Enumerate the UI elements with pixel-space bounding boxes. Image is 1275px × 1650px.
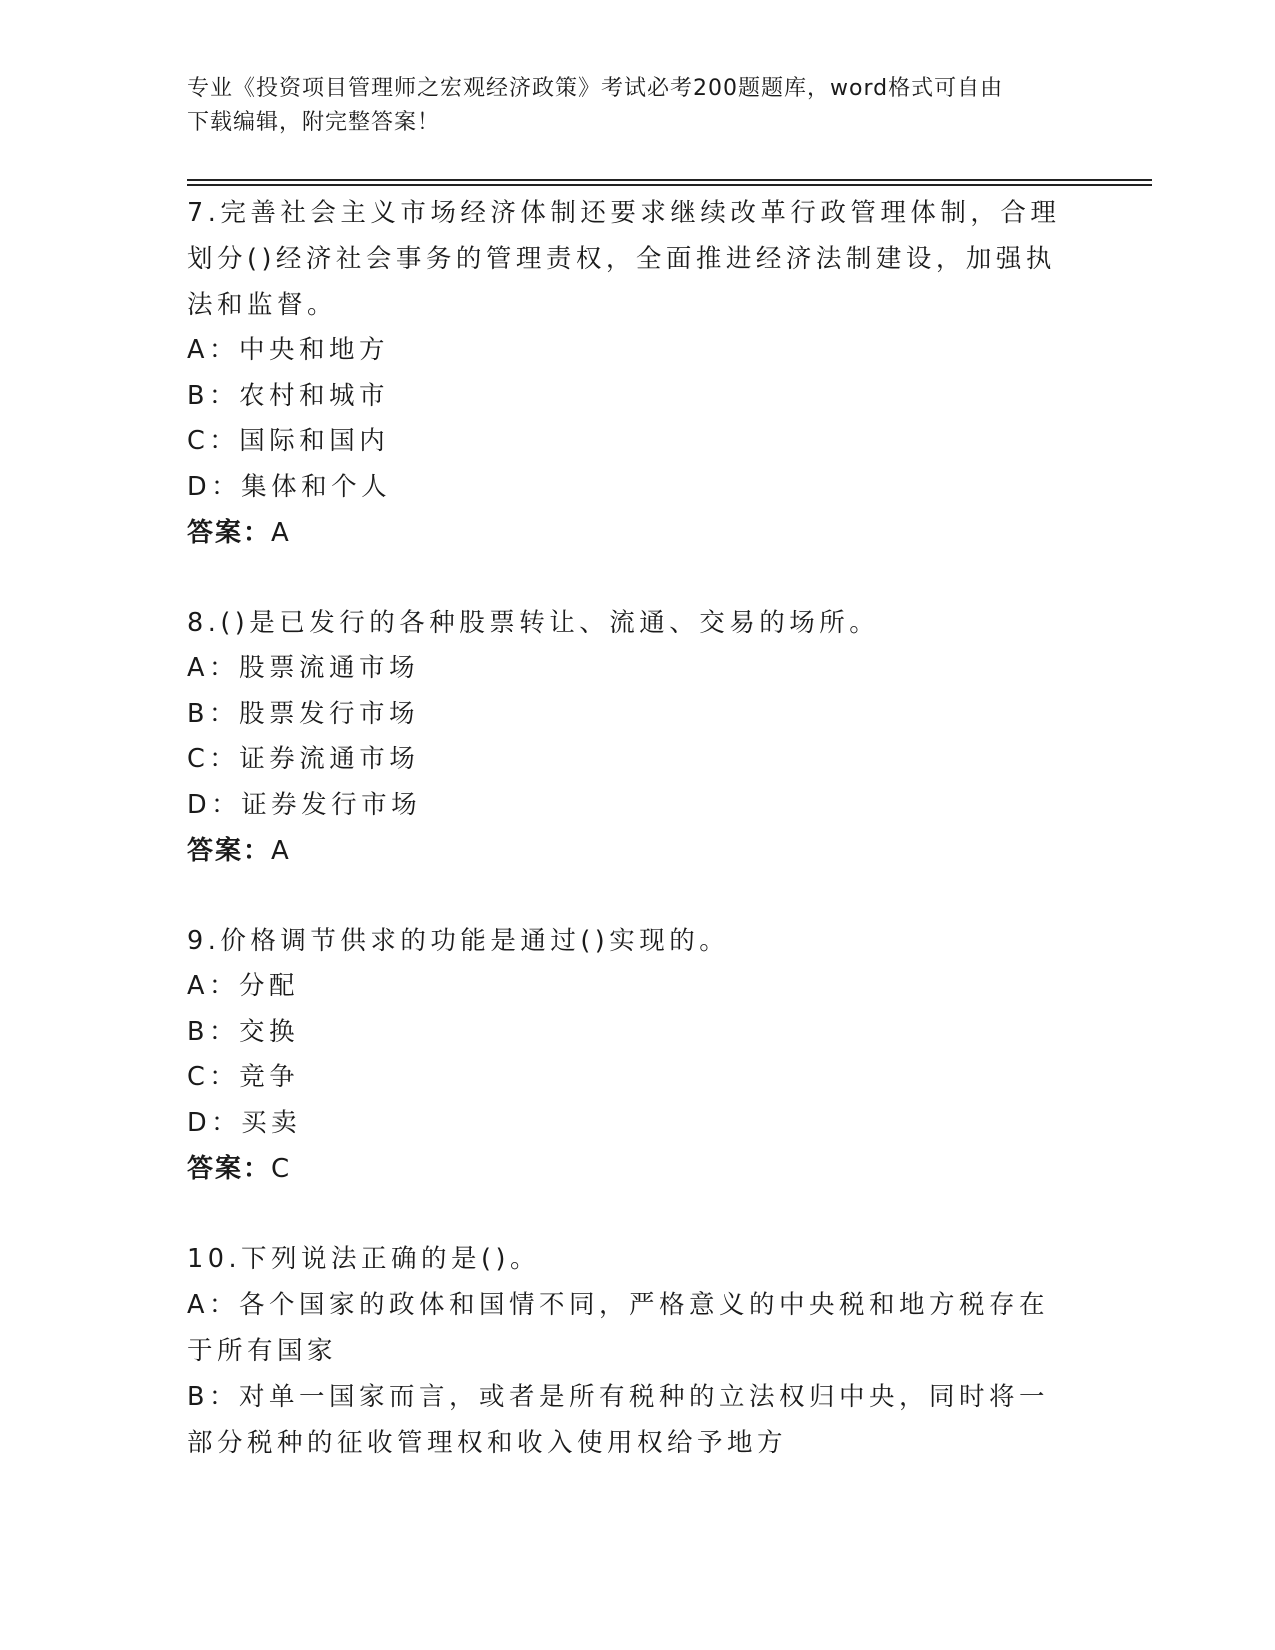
option-c: C：证券流通市场	[187, 744, 420, 774]
header-divider-bottom	[187, 184, 1152, 186]
header-line-2: 下载编辑，附完整答案！	[187, 110, 441, 135]
answer-line	[187, 510, 1087, 556]
question-list	[187, 190, 1087, 1466]
option-c: C：国际和国内	[187, 426, 390, 456]
question-text: 8.()是已发行的各种股票转让、流通、交易的场所。	[187, 608, 880, 638]
answer-line	[187, 1146, 1087, 1192]
question-spacer	[187, 556, 1087, 600]
header-divider-top	[187, 179, 1152, 181]
option-b: B：农村和城市	[187, 380, 389, 411]
answer-value: A	[271, 518, 291, 548]
option-a: A：中央和地方	[187, 335, 389, 365]
question-10	[187, 1236, 1087, 1466]
option-a: A：分配	[187, 971, 299, 1001]
question-spacer	[187, 874, 1087, 918]
answer-value: C	[271, 1154, 292, 1184]
question-text: 7.完善社会主义市场经济体制还要求继续改革行政管理体制，合理划分()经济社会事务的管理责权，全面推进经济法制建设，加强执法和监督。	[187, 198, 1061, 320]
option-d: D：集体和个人	[187, 471, 392, 502]
option-b: B：交换	[187, 1016, 299, 1047]
question-text: 10.下列说法正确的是()。	[187, 1244, 540, 1274]
answer-line	[187, 828, 1087, 874]
answer-value: A	[271, 836, 291, 866]
option-d: D：买卖	[187, 1107, 302, 1138]
option-c: C：竞争	[187, 1062, 300, 1092]
header-line-1: 专业《投资项目管理师之宏观经济政策》考试必考200题题库，word格式可自由	[187, 76, 1004, 101]
question-8	[187, 600, 1087, 874]
option-d: D：证券发行市场	[187, 789, 422, 820]
answer-label: 答案：	[187, 836, 272, 866]
option-a: A：股票流通市场	[187, 653, 419, 683]
answer-label: 答案：	[187, 1154, 272, 1184]
question-text: 9.价格调节供求的功能是通过()实现的。	[187, 926, 730, 956]
option-b: B：股票发行市场	[187, 698, 419, 729]
answer-label: 答案：	[187, 518, 272, 548]
question-9	[187, 918, 1087, 1192]
option-b: B：对单一国家而言，或者是所有税种的立法权归中央，同时将一部分税种的征收管理权和收入使用权给予地方	[187, 1382, 1049, 1458]
question-7	[187, 190, 1087, 556]
document-header	[187, 72, 1087, 140]
option-a: A：各个国家的政体和国情不同，严格意义的中央税和地方税存在于所有国家	[187, 1290, 1049, 1366]
question-spacer	[187, 1192, 1087, 1236]
